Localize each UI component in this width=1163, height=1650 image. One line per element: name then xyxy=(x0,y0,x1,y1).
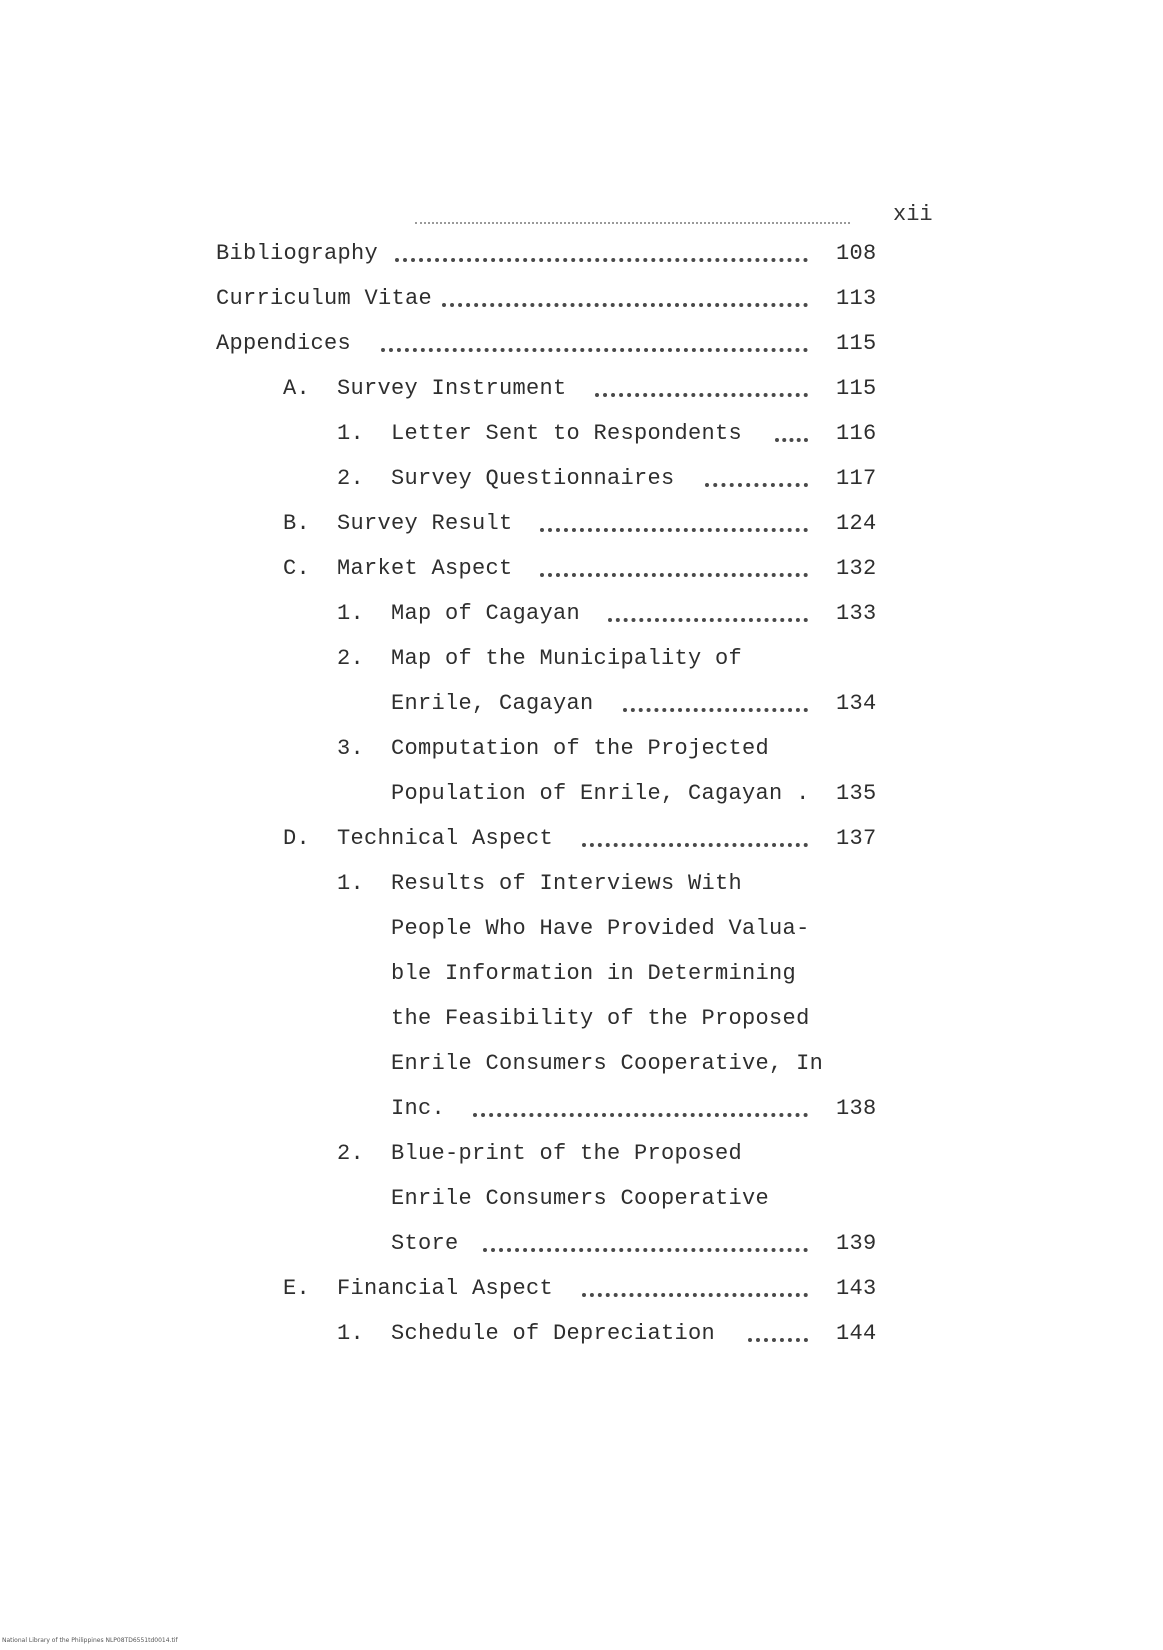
toc-entry xyxy=(0,463,1163,495)
toc-entry-title: ble Information in Determining xyxy=(391,961,797,986)
dot-leader xyxy=(381,348,808,352)
toc-entry xyxy=(0,958,1163,990)
toc-entry-title: Map of Cagayan xyxy=(391,601,581,626)
toc-entry-title: Blue-print of the Proposed xyxy=(391,1141,743,1166)
scan-footer: National Library of the Philippines NLP08TD6551td0014.tif xyxy=(2,1637,178,1644)
toc-entry xyxy=(0,1003,1163,1035)
toc-entry-page: 137 xyxy=(836,826,877,851)
toc-entry-number: 1. xyxy=(337,871,365,896)
dot-leader xyxy=(540,573,808,577)
toc-entry-title: Enrile Consumers Cooperative, In xyxy=(391,1051,824,1076)
toc-entry-page: 139 xyxy=(836,1231,877,1256)
toc-entry-page: 113 xyxy=(836,286,877,311)
toc-entry-page: 144 xyxy=(836,1321,877,1346)
dot-leader xyxy=(483,1248,808,1252)
toc-entry-page: 108 xyxy=(836,241,877,266)
toc-entry xyxy=(0,238,1163,270)
page-number: xii xyxy=(893,202,933,227)
toc-entry-title: Market Aspect xyxy=(337,556,513,581)
dot-leader xyxy=(608,618,808,622)
toc-entry-number: 1. xyxy=(337,601,365,626)
toc-entry-title: Store xyxy=(391,1231,459,1256)
toc-entry-number: 3. xyxy=(337,736,365,761)
toc-entry xyxy=(0,913,1163,945)
dot-leader xyxy=(395,258,808,262)
toc-entry xyxy=(0,1048,1163,1080)
toc-entry-title: Financial Aspect xyxy=(337,1276,554,1301)
toc-entry xyxy=(0,1093,1163,1125)
toc-entry xyxy=(0,688,1163,720)
dot-leader xyxy=(415,222,850,224)
toc-entry xyxy=(0,373,1163,405)
toc-entry-number: 1. xyxy=(337,421,365,446)
toc-entry xyxy=(0,733,1163,765)
toc-entry-title: Technical Aspect xyxy=(337,826,554,851)
toc-entry xyxy=(0,553,1163,585)
toc-entry-number: 1. xyxy=(337,1321,365,1346)
toc-entry xyxy=(0,598,1163,630)
toc-entry-title: Survey Questionnaires xyxy=(391,466,675,491)
toc-entry-page: 115 xyxy=(836,376,877,401)
toc-entry xyxy=(0,823,1163,855)
toc-entry xyxy=(0,1228,1163,1260)
toc-entry-title: Population of Enrile, Cagayan . xyxy=(391,781,810,806)
toc-entry-title: Survey Result xyxy=(337,511,513,536)
toc-entry-page: 124 xyxy=(836,511,877,536)
toc-entry-title: Bibliography xyxy=(216,241,379,266)
toc-entry-title: Enrile, Cagayan xyxy=(391,691,594,716)
toc-entry-page: 143 xyxy=(836,1276,877,1301)
dot-leader xyxy=(442,303,808,307)
toc-entry-number: 2. xyxy=(337,646,365,671)
toc-entry xyxy=(0,508,1163,540)
dot-leader xyxy=(623,708,808,712)
dot-leader xyxy=(748,1338,808,1342)
toc-entry-title: the Feasibility of the Proposed xyxy=(391,1006,810,1031)
toc-entry-number: A. xyxy=(283,376,311,401)
toc-entry-page: 138 xyxy=(836,1096,877,1121)
dot-leader xyxy=(582,843,808,847)
dot-leader xyxy=(540,528,808,532)
dot-leader xyxy=(705,483,808,487)
toc-entry-title: Schedule of Depreciation xyxy=(391,1321,716,1346)
toc-entry-title: Letter Sent to Respondents xyxy=(391,421,743,446)
dot-leader xyxy=(595,393,808,397)
toc-entry xyxy=(0,328,1163,360)
toc-entry-title: Computation of the Projected xyxy=(391,736,770,761)
toc-entry-page: 134 xyxy=(836,691,877,716)
toc-entry-number: C. xyxy=(283,556,311,581)
toc-entry xyxy=(0,1138,1163,1170)
toc-entry-number: E. xyxy=(283,1276,311,1301)
toc-entry-number: 2. xyxy=(337,1141,365,1166)
toc-entry-page: 117 xyxy=(836,466,877,491)
toc-entry-title: Map of the Municipality of xyxy=(391,646,743,671)
toc-entry xyxy=(0,1273,1163,1305)
toc-entry-title: Inc. xyxy=(391,1096,446,1121)
toc-entry-title: People Who Have Provided Valua- xyxy=(391,916,810,941)
dot-leader xyxy=(582,1293,808,1297)
toc-entry-title: Curriculum Vitae xyxy=(216,286,433,311)
toc-entry xyxy=(0,778,1163,810)
toc-entry-title: Appendices xyxy=(216,331,352,356)
toc-entry-number: B. xyxy=(283,511,311,536)
toc-entry-page: 115 xyxy=(836,331,877,356)
toc-entry xyxy=(0,1183,1163,1215)
toc-entry xyxy=(0,418,1163,450)
toc-entry xyxy=(0,283,1163,315)
dot-leader xyxy=(775,438,808,442)
toc-entry-number: D. xyxy=(283,826,311,851)
toc-entry-page: 133 xyxy=(836,601,877,626)
toc-entry-title: Survey Instrument xyxy=(337,376,567,401)
toc-entry xyxy=(0,868,1163,900)
toc-entry xyxy=(0,643,1163,675)
toc-entry xyxy=(0,1318,1163,1350)
toc-entry-title: Enrile Consumers Cooperative xyxy=(391,1186,770,1211)
toc-entry-number: 2. xyxy=(337,466,365,491)
toc-entry-page: 116 xyxy=(836,421,877,446)
toc-entry-title: Results of Interviews With xyxy=(391,871,743,896)
dot-leader xyxy=(473,1113,808,1117)
toc-entry-page: 132 xyxy=(836,556,877,581)
toc-entry-page: 135 xyxy=(836,781,877,806)
